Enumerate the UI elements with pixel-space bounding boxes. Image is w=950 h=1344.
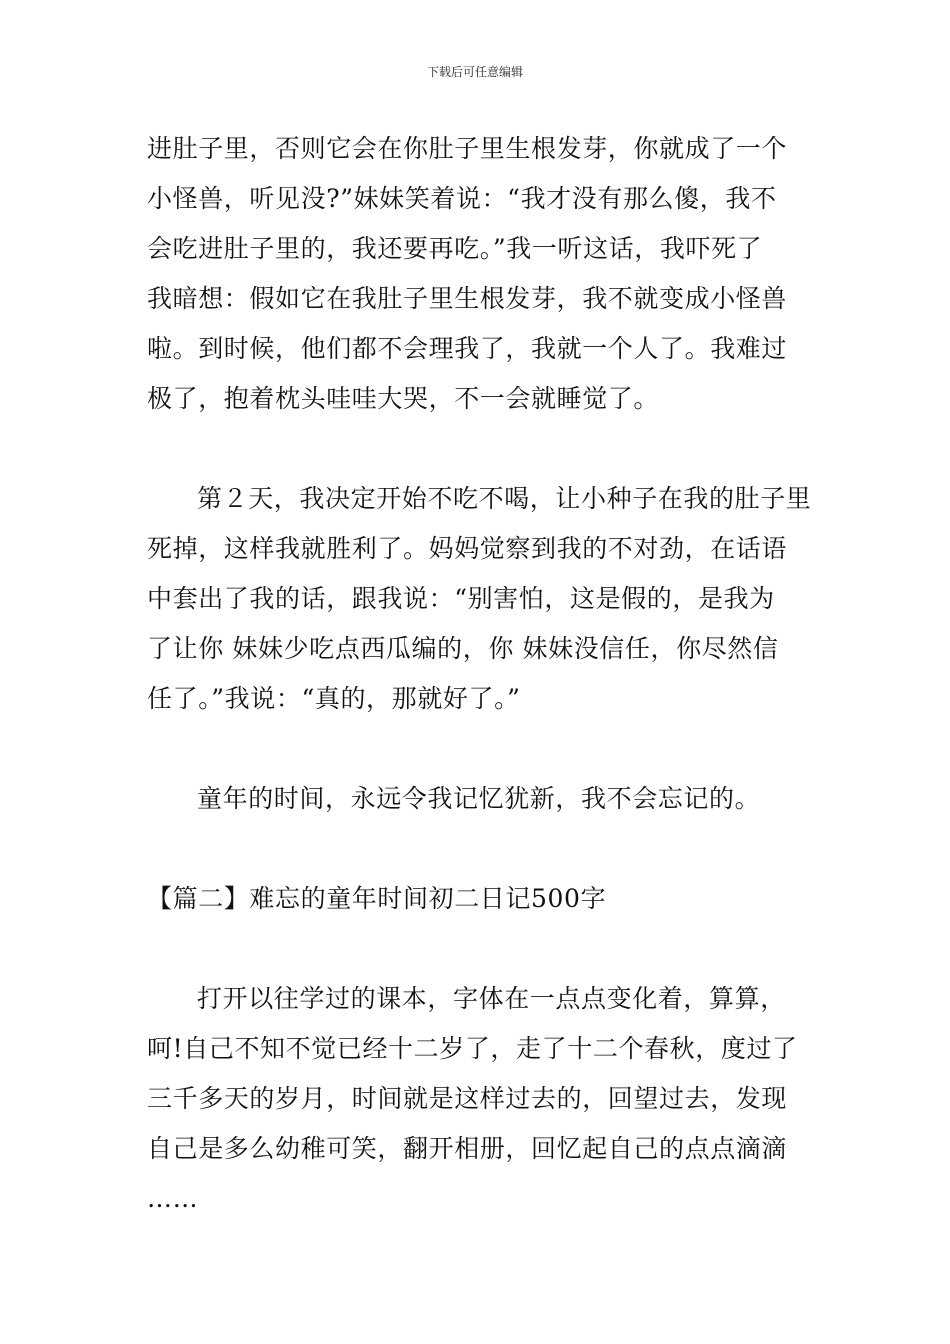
- text-line: 呵!自己不知不觉已经十二岁了，走了十二个春秋，度过了: [147, 1034, 798, 1063]
- paragraph-spacer: [147, 724, 812, 774]
- paragraph-conclusion: [147, 774, 812, 824]
- text-line: ……: [147, 1184, 199, 1213]
- section-heading: [147, 874, 812, 924]
- text-line: 小怪兽，听见没?”妹妹笑着说：“我才没有那么傻，我不: [147, 184, 777, 213]
- text-line: 我暗想：假如它在我肚子里生根发芽，我不就变成小怪兽: [147, 284, 788, 313]
- text-line: 进肚子里，否则它会在你肚子里生根发芽，你就成了一个: [147, 134, 788, 163]
- text-line: 极了，抱着枕头哇哇大哭，不一会就睡觉了。: [147, 384, 660, 413]
- text-line: 三千多天的岁月，时间就是这样过去的，回望过去，发现: [147, 1084, 788, 1113]
- paragraph-spacer: [147, 424, 812, 474]
- document-body: [147, 124, 812, 1224]
- text-line: 死掉，这样我就胜利了。妈妈觉察到我的不对劲，在话语: [147, 534, 788, 563]
- text-line: 会吃进肚子里的，我还要再吃。”我一听这话，我吓死了: [147, 234, 763, 263]
- text-line: 了让你 妹妹少吃点西瓜编的，你 妹妹没信任，你尽然信: [147, 634, 779, 663]
- text-line: 自己是多么幼稚可笑，翻开相册，回忆起自己的点点滴滴: [147, 1134, 788, 1163]
- paragraph-day-two: [147, 474, 812, 724]
- paragraph-spacer: [147, 824, 812, 874]
- text-line: 啦。到时候，他们都不会理我了，我就一个人了。我难过: [147, 334, 788, 363]
- text-line: 打开以往学过的课本，字体在一点点变化着，算算，: [197, 984, 786, 1013]
- paragraph-spacer: [147, 924, 812, 974]
- section-title: 【篇二】难忘的童年时间初二日记500字: [147, 884, 607, 913]
- paragraph-continued-story: [147, 124, 812, 424]
- paragraph-textbook-memories: [147, 974, 812, 1224]
- text-line: 中套出了我的话，跟我说：“别害怕，这是假的，是我为: [147, 584, 775, 613]
- page-header-note: 下载后可任意编辑: [426, 65, 523, 79]
- text-line: 第２天，我决定开始不吃不喝，让小种子在我的肚子里: [197, 484, 812, 513]
- text-line: 童年的时间，永远令我记忆犹新，我不会忘记的。: [197, 784, 761, 813]
- text-line: 任了。”我说：“真的，那就好了。”: [147, 684, 521, 713]
